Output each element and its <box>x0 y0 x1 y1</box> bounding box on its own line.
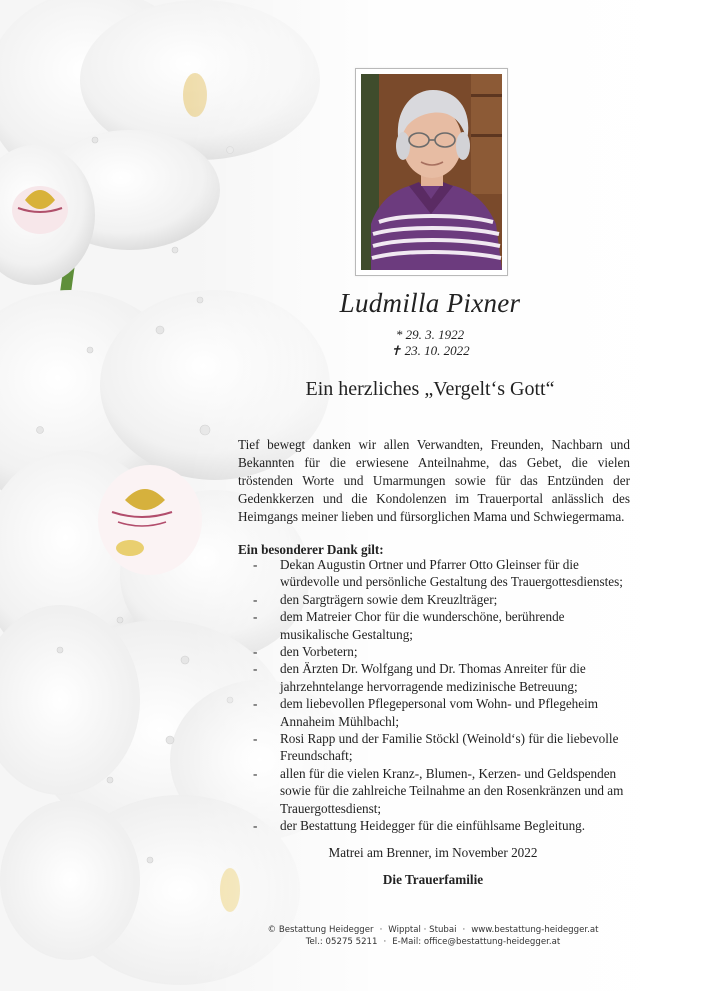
dash-bullet: - <box>253 591 258 607</box>
special-thanks-title: Ein besonderer Dank gilt: <box>238 542 384 557</box>
special-thanks-list <box>238 556 633 835</box>
footer-email-link[interactable]: E-Mail: office@bestattung-heidegger.at <box>392 937 561 947</box>
list-item <box>238 643 633 660</box>
list-item <box>238 765 633 817</box>
footer-region: Wipptal · Stubai <box>388 925 457 935</box>
footer-separator: · <box>383 937 387 947</box>
dash-bullet: - <box>253 731 258 747</box>
list-item <box>238 660 633 695</box>
dash-bullet: - <box>253 696 258 712</box>
list-item <box>238 591 633 608</box>
list-item <box>238 608 633 643</box>
list-item <box>238 695 633 730</box>
signature: Die Trauerfamilie <box>382 872 484 887</box>
birth-star-icon: * <box>395 327 403 342</box>
portrait-frame <box>355 68 508 276</box>
list-item-text: den Ärzten Dr. Wolfgang und Dr. Thomas Anreiter für die jahrzehntelange hervorragende medizinische Betreuung; <box>280 661 586 694</box>
birth-date-line <box>330 327 530 343</box>
footer-separator: · <box>462 925 466 935</box>
footer-line-1 <box>240 924 626 936</box>
death-date-line <box>330 343 530 359</box>
death-date: 23. 10. 2022 <box>404 343 470 358</box>
deceased-name: Ludmilla Pixner <box>339 288 521 318</box>
footer <box>240 924 626 948</box>
footer-website-link[interactable]: www.bestattung-heidegger.at <box>471 925 599 935</box>
dash-bullet: - <box>253 765 258 781</box>
life-dates <box>330 327 530 359</box>
list-item-text: dem Matreier Chor für die wunderschöne, berührende musikalische Gestaltung; <box>280 609 565 642</box>
footer-phone: Tel.: 05275 5211 <box>305 937 378 947</box>
portrait-photo <box>361 74 502 270</box>
list-item-text: Rosi Rapp und der Familie Stöckl (Weinold‘s) für die liebevolle Freundschaft; <box>280 731 619 764</box>
headline: Ein herzliches „Vergelt‘s Gott“ <box>305 378 555 400</box>
birth-date: 29. 3. 1922 <box>405 327 465 342</box>
dash-bullet: - <box>253 661 258 677</box>
list-item-text: Dekan Augustin Ortner und Pfarrer Otto Gleinser für die würdevolle und persönliche Gestaltung des Trauergottesdienstes; <box>280 557 623 590</box>
list-item-text: allen für die vielen Kranz-, Blumen-, Kerzen- und Geldspenden sowie für die zahlreiche Teilnahme an den Rosenkränzen und am Trauergottesdienst; <box>280 765 624 816</box>
footer-separator: · <box>379 925 383 935</box>
dash-bullet: - <box>253 609 258 625</box>
list-item-text: den Vorbetern; <box>280 644 358 660</box>
list-item-text: der Bestattung Heidegger für die einfühlsame Begleitung. <box>280 818 586 834</box>
cross-icon: ✝ <box>390 343 402 358</box>
dash-bullet: - <box>253 557 258 572</box>
list-item <box>238 730 633 765</box>
dash-bullet: - <box>253 644 258 660</box>
footer-company: © Bestattung Heidegger <box>267 925 374 935</box>
list-item-text: dem liebevollen Pflegepersonal vom Wohn- und Pflegeheim Annaheim Mühlbachl; <box>280 696 599 729</box>
list-item-text: den Sargträgern sowie dem Kreuzlträger; <box>280 591 498 607</box>
dash-bullet: - <box>253 818 258 834</box>
list-item <box>238 556 633 591</box>
footer-line-2 <box>240 936 626 948</box>
list-item <box>238 817 633 834</box>
intro-paragraph: Tief bewegt danken wir allen Verwandten, Freunden, Nachbarn und Bekannten für die erwiesene Anteilnahme, das Gebet, die vielen tröstenden Worte und Umarmungen sowie für das Entzünden der Gedenkkerzen und die Kondolenzen im Trauerportal anlässlich des Heimgangs meiner lieben und fürsorglichen Mama und Schwiegermama. <box>238 437 630 524</box>
place-and-date: Matrei am Brenner, im November 2022 <box>328 845 538 860</box>
